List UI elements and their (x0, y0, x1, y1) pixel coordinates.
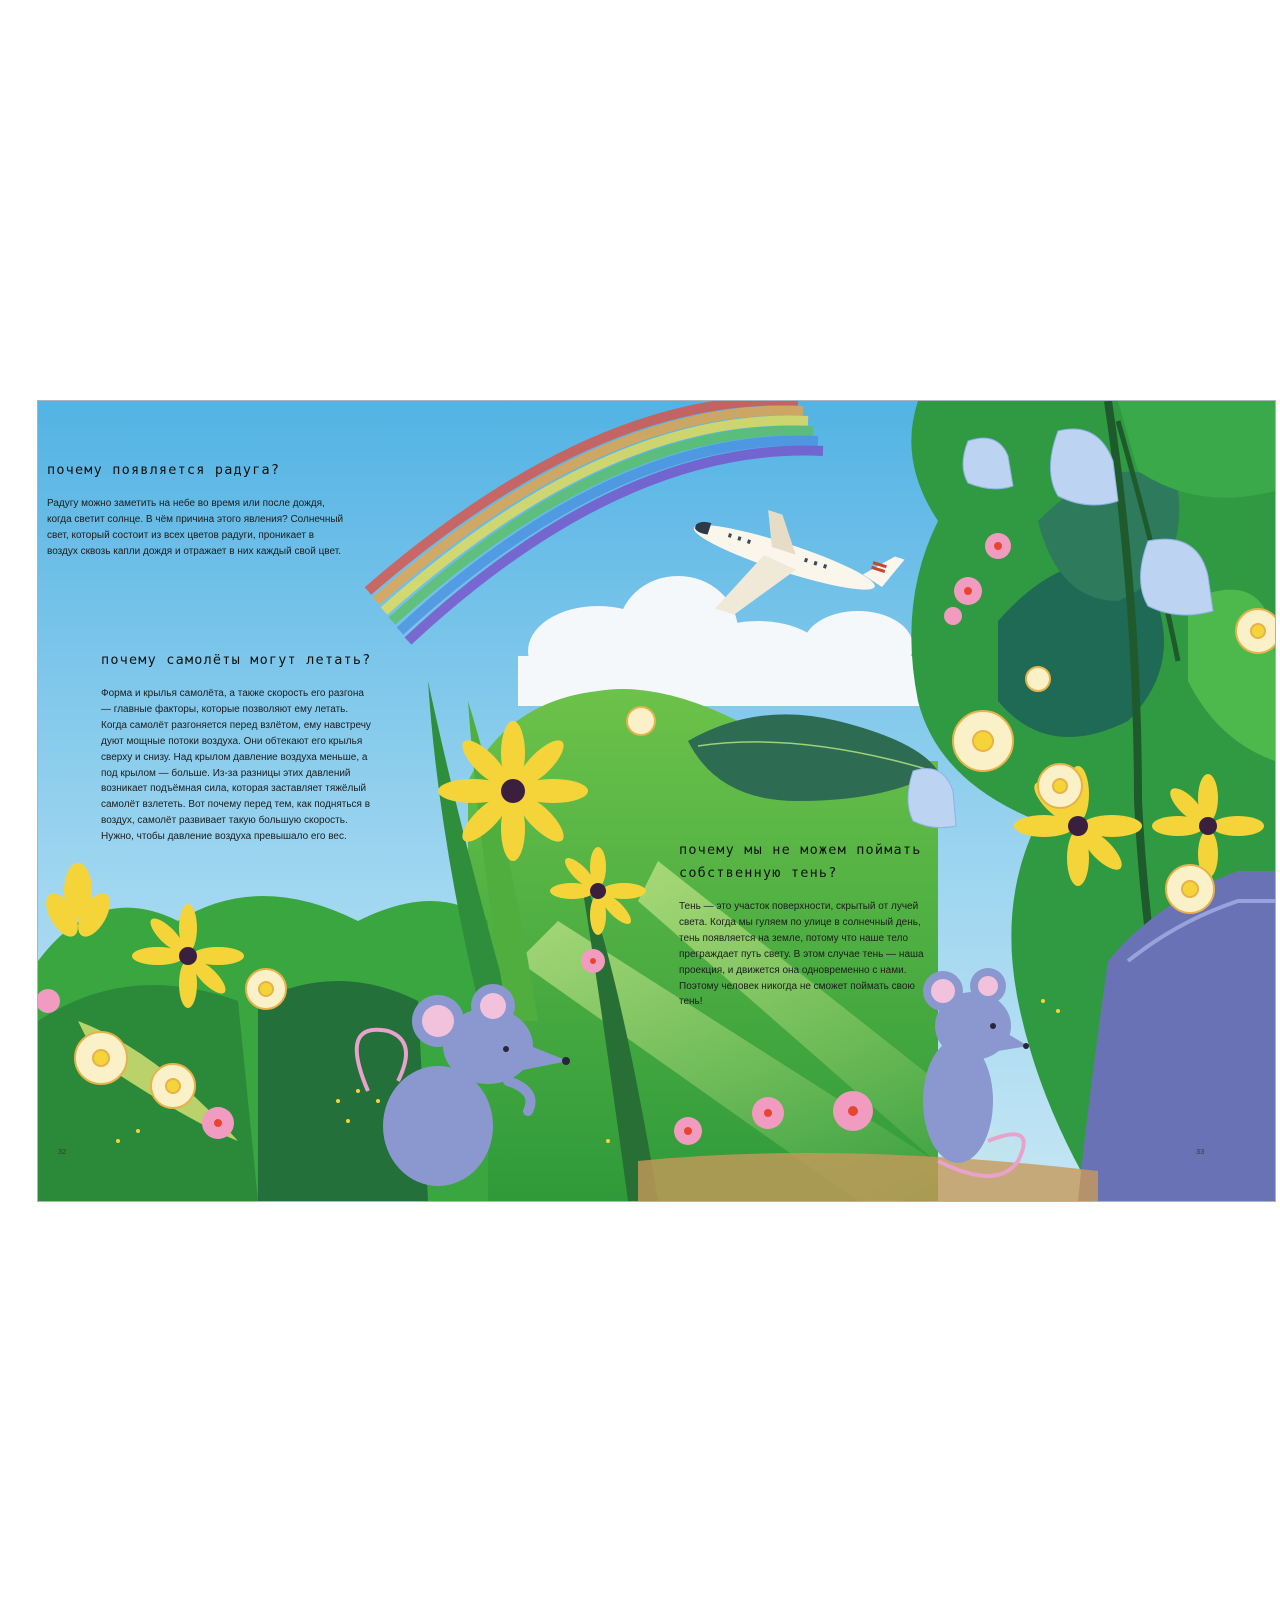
page-number-left: 32 (58, 1147, 67, 1156)
rainbow-heading: почему появляется радуга? (47, 462, 281, 478)
shadow-section (679, 839, 941, 1010)
planes-text: Форма и крылья самолёта, а также скорость его разгона — главные факторы, которые позволяют ему летать. Когда самолёт разгоняется перед взлётом, ему навстречу дуют мощные потоки воздуха. Они обтекают его крылья сверху и снизу. Над крылом давление воздуха меньше, а под крылом — больше. Из-за разницы этих давлений возникает подъёмная сила, которая заставляет тяжёлый самолёт взлететь. Вот почему перед тем, как подняться в воздух, самолёт развивает такую большую скорость. Нужно, чтобы давление воздуха превышало его вес. (101, 688, 371, 843)
shadow-text: Тень — это участок поверхности, скрытый от лучей света. Когда мы гуляем по улице в солнечный день, тень появляется на земле, потому что наше тело преграждает путь свету. В этом случае тень — наша проекция, и движется она одновременно с нами. Поэтому человек никогда не сможет поймать свою тень! (679, 901, 924, 1008)
rainbow-section (47, 459, 347, 560)
book-spread (37, 400, 1276, 1202)
page-number-right: 33 (1196, 1147, 1205, 1156)
shadow-heading: почему мы не можем поймать собственную тень? (679, 842, 922, 881)
planes-section (101, 649, 373, 845)
rainbow-text: Радугу можно заметить на небе во время или после дождя, когда светит солнце. В чём причина этого явления? Солнечный свет, который состоит из всех цветов радуги, проникает в воздух сквозь капли дождя и отражает в них каждый свой цвет. (47, 498, 344, 557)
planes-heading: почему самолёты могут летать? (101, 652, 372, 668)
